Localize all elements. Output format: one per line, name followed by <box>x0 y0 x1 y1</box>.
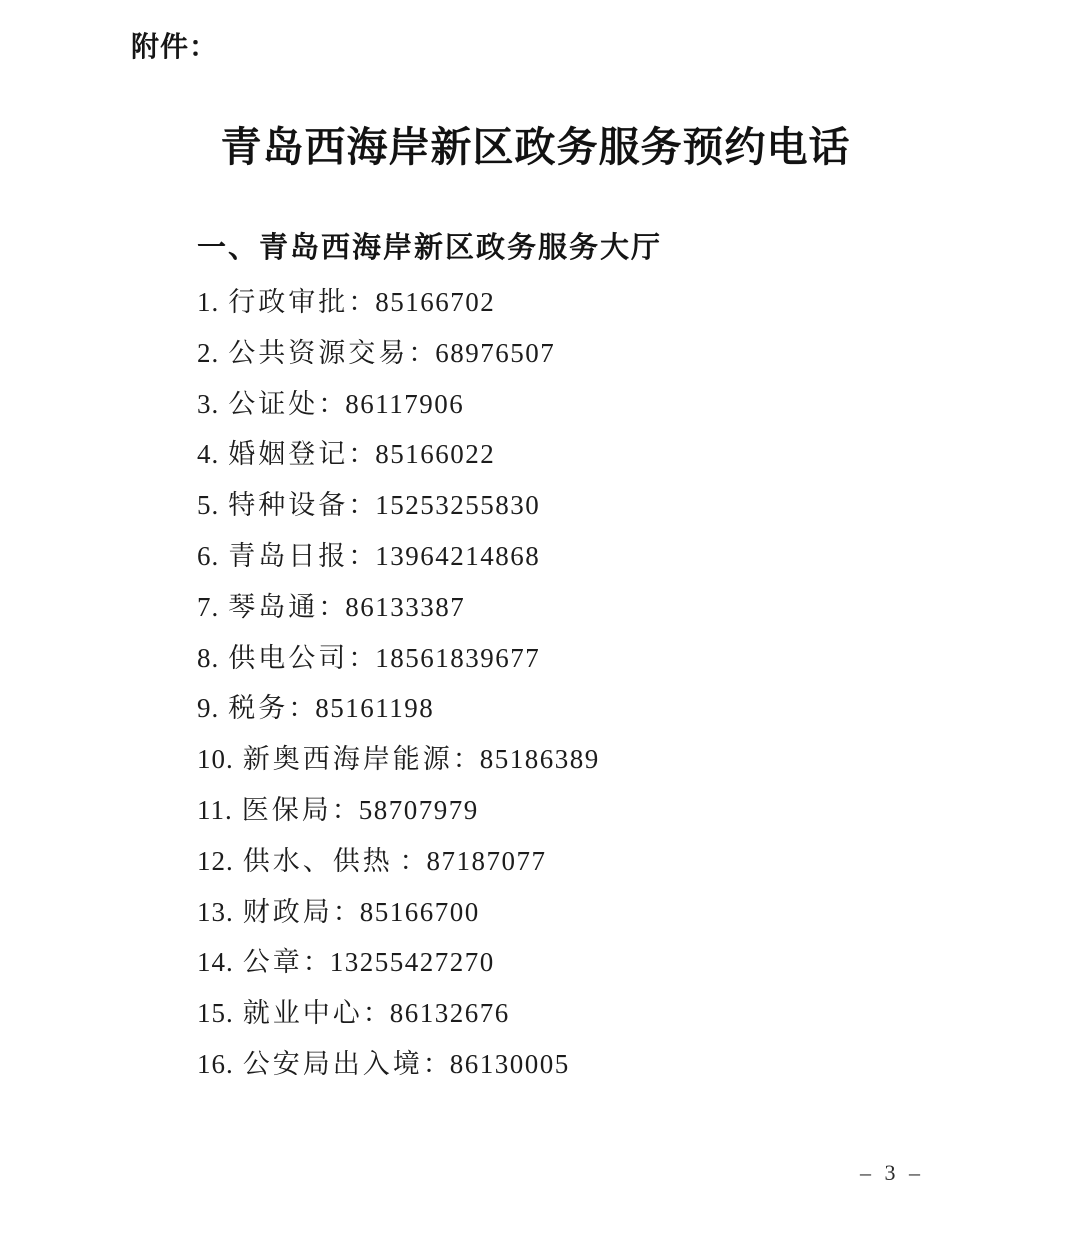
item-colon: ： <box>392 845 427 876</box>
item-number: 6. <box>197 540 220 571</box>
item-phone: 13964214868 <box>375 540 541 571</box>
item-label: 医保局 <box>241 794 332 825</box>
item-phone: 86130005 <box>449 1048 570 1079</box>
item-phone: 87187077 <box>426 845 547 876</box>
item-colon: ： <box>348 642 376 673</box>
item-phone: 58707979 <box>358 794 479 825</box>
item-colon: ： <box>348 540 376 571</box>
item-number: 12. <box>197 845 234 876</box>
item-label: 特种设备 <box>228 490 349 521</box>
item-phone: 15253255830 <box>375 490 541 521</box>
item-phone: 18561839677 <box>375 642 541 673</box>
phone-list-item <box>197 785 957 836</box>
item-number: 5. <box>197 490 220 521</box>
phone-list-item <box>197 887 957 938</box>
phone-list-item <box>197 531 957 582</box>
attachment-label: 附件： <box>131 31 219 62</box>
item-number: 10. <box>197 744 234 775</box>
item-colon: ： <box>331 794 359 825</box>
phone-list-item <box>197 734 957 785</box>
phone-list-item <box>197 633 957 684</box>
item-number: 1. <box>197 287 220 317</box>
item-phone: 85166022 <box>375 439 496 470</box>
item-phone: 85186389 <box>479 744 600 775</box>
phone-list-item <box>197 836 957 887</box>
item-label: 琴岛通 <box>228 591 319 622</box>
item-number: 3. <box>197 388 220 419</box>
phone-list-item <box>197 1039 957 1090</box>
item-label: 婚姻登记 <box>228 439 349 470</box>
item-colon: ： <box>288 693 316 724</box>
item-label: 税务 <box>228 693 289 724</box>
phone-list-item <box>197 937 957 988</box>
item-number: 11. <box>197 794 233 825</box>
phone-list-item <box>197 429 957 480</box>
phone-list-item <box>197 379 957 430</box>
item-colon: ： <box>318 591 346 622</box>
item-colon: ： <box>452 744 480 775</box>
item-phone: 85161198 <box>315 693 435 724</box>
item-phone: 85166702 <box>375 287 496 317</box>
item-colon: ： <box>422 1048 450 1079</box>
item-number: 4. <box>197 439 220 470</box>
item-colon: ： <box>348 287 376 317</box>
item-number: 16. <box>197 1048 234 1079</box>
phone-list-item <box>197 277 957 328</box>
item-colon: ： <box>348 439 376 470</box>
item-colon: ： <box>348 490 376 521</box>
item-label: 供水、供热 <box>242 845 393 876</box>
item-label: 新奥西海岸能源 <box>242 744 453 775</box>
item-label: 行政审批 <box>228 287 349 317</box>
item-number: 14. <box>197 947 234 978</box>
item-label: 财政局 <box>242 896 333 927</box>
item-label: 公章 <box>242 947 303 978</box>
item-phone: 86132676 <box>389 998 510 1029</box>
phone-list-item <box>197 328 957 379</box>
item-label: 供电公司 <box>228 642 349 673</box>
item-number: 8. <box>197 642 220 673</box>
item-phone: 86133387 <box>345 591 466 622</box>
item-colon: ： <box>362 998 390 1029</box>
phone-list-item <box>197 582 957 633</box>
item-label: 公共资源交易 <box>228 337 409 368</box>
item-phone: 86117906 <box>345 388 465 419</box>
item-phone: 85166700 <box>359 896 480 927</box>
item-number: 9. <box>197 693 220 724</box>
item-colon: ： <box>332 896 360 927</box>
item-phone: 13255427270 <box>329 947 495 978</box>
item-number: 15. <box>197 998 234 1029</box>
item-colon: ： <box>408 337 436 368</box>
item-number: 2. <box>197 337 220 368</box>
item-number: 7. <box>197 591 220 622</box>
section-heading: 一、青岛西海岸新区政务服务大厅 <box>197 232 663 264</box>
item-colon: ： <box>318 388 346 419</box>
phone-list <box>197 277 957 1090</box>
item-colon: ： <box>302 947 330 978</box>
phone-list-item <box>197 480 957 531</box>
phone-list-item <box>197 988 957 1039</box>
page-number: – 3 – <box>860 1160 924 1185</box>
item-label: 青岛日报 <box>228 540 349 571</box>
item-number: 13. <box>197 896 234 927</box>
item-phone: 68976507 <box>435 337 556 368</box>
item-label: 就业中心 <box>242 998 363 1029</box>
item-label: 公安局出入境 <box>242 1048 423 1079</box>
item-label: 公证处 <box>228 388 319 419</box>
document-title: 青岛西海岸新区政务服务预约电话 <box>220 124 851 170</box>
phone-list-item <box>197 683 957 734</box>
